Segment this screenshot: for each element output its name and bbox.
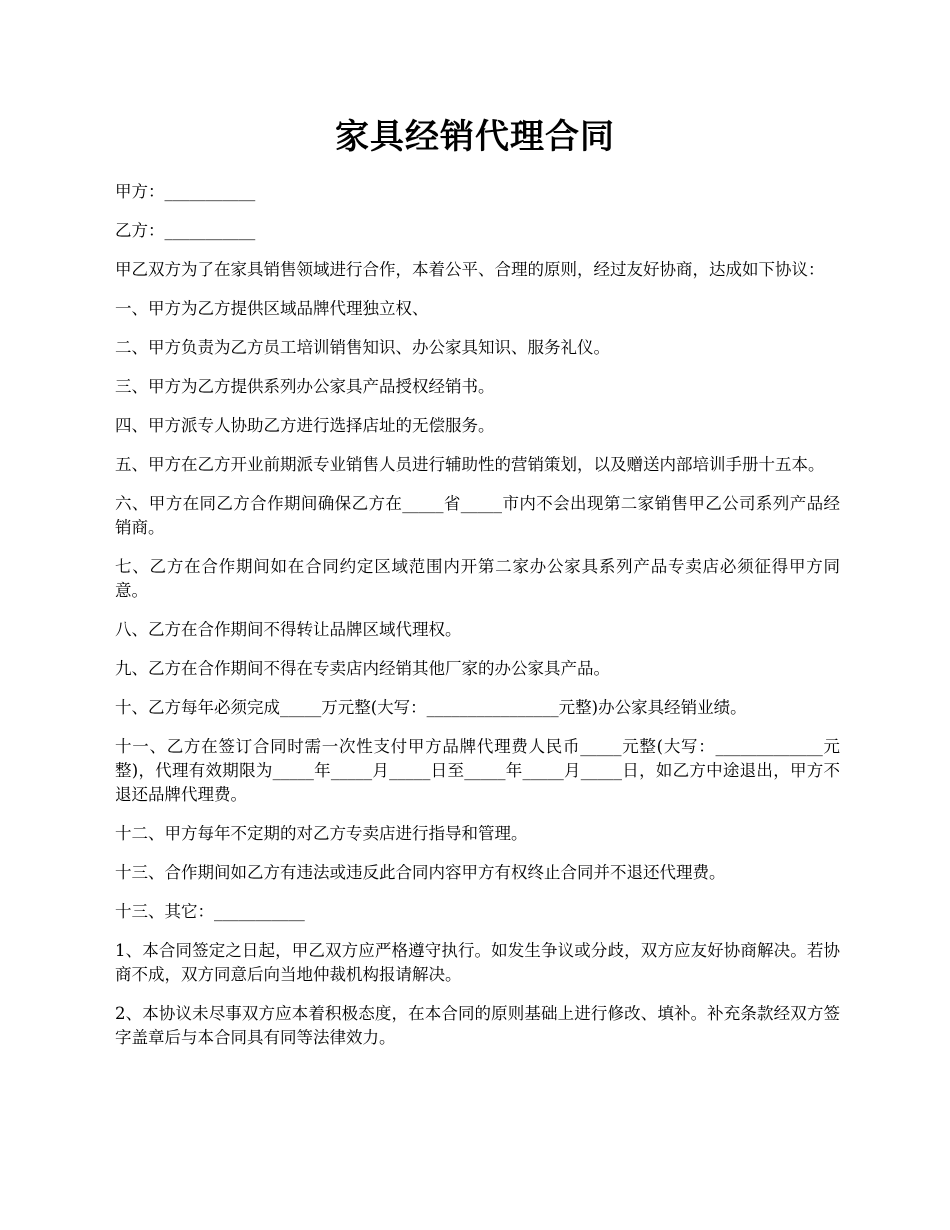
clause-4: 四、甲方派专人协助乙方进行选择店址的无偿服务。 bbox=[115, 416, 495, 435]
clause-13-other: 十三、其它：___________ bbox=[115, 902, 305, 921]
clause-13: 十三、合作期间如乙方有违法或违反此合同内容甲方有权终止合同并不退还代理费。 bbox=[115, 863, 726, 882]
supplement-2: 2、本协议未尽事双方应本着积极态度，在本合同的原则基础上进行修改、填补。补充条款经双方签字盖章后与本合同具有同等法律效力。 bbox=[115, 1004, 840, 1047]
preamble: 甲乙双方为了在家具销售领域进行合作，本着公平、合理的原则，经过友好协商，达成如下协议： bbox=[115, 260, 825, 279]
clause-10: 十、乙方每年必须完成_____万元整(大写：________________元整)办公家具经销业绩。 bbox=[115, 698, 747, 717]
clause-2: 二、甲方负责为乙方员工培训销售知识、办公家具知识、服务礼仪。 bbox=[115, 338, 610, 357]
document-body bbox=[115, 180, 840, 1065]
clause-7: 七、乙方在合作期间如在合同约定区域范围内开第二家办公家具系列产品专卖店必须征得甲方同意。 bbox=[115, 557, 840, 600]
document-title: 家具经销代理合同 bbox=[335, 117, 615, 157]
clause-6: 六、甲方在同乙方合作期间确保乙方在_____省_____市内不会出现第二家销售甲乙公司系列产品经销商。 bbox=[115, 494, 840, 537]
clause-5: 五、甲方在乙方开业前期派专业销售人员进行辅助性的营销策划，以及赠送内部培训手册十五本。 bbox=[115, 455, 825, 474]
party-a-line: 甲方：___________ bbox=[115, 182, 256, 201]
clause-12: 十二、甲方每年不定期的对乙方专卖店进行指导和管理。 bbox=[115, 824, 528, 843]
clause-8: 八、乙方在合作期间不得转让品牌区域代理权。 bbox=[115, 620, 462, 639]
clause-1: 一、甲方为乙方提供区域品牌代理独立权、 bbox=[115, 299, 429, 318]
supplement-1: 1、本合同签定之日起，甲乙双方应严格遵守执行。如发生争议或分歧，双方应友好协商解决。若协商不成，双方同意后向当地仲裁机构报请解决。 bbox=[115, 941, 840, 984]
party-b-line: 乙方：___________ bbox=[115, 221, 256, 240]
clause-9: 九、乙方在合作期间不得在专卖店内经销其他厂家的办公家具产品。 bbox=[115, 659, 610, 678]
clause-11: 十一、乙方在签订合同时需一次性支付甲方品牌代理费人民币_____元整(大写：_____________元整)，代理有效期限为_____年_____月_____日至_____年_____月_____日，如乙方中途退出，甲方不退还品牌代理费。 bbox=[115, 737, 840, 804]
clause-3: 三、甲方为乙方提供系列办公家具产品授权经销书。 bbox=[115, 377, 495, 396]
